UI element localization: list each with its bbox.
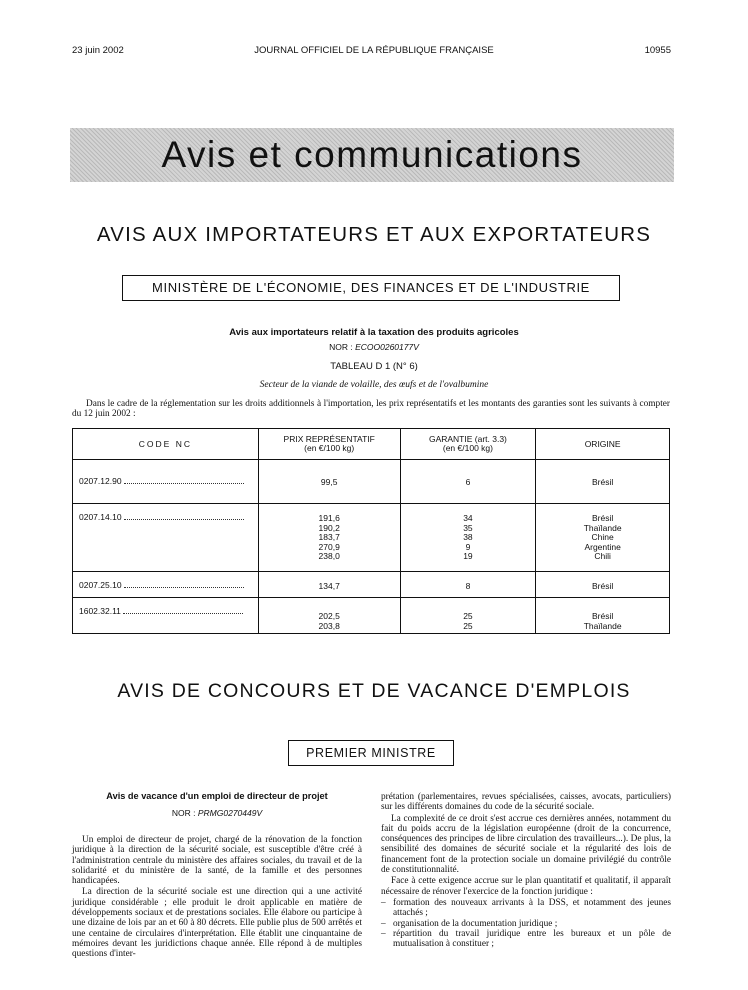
col-header-prix [258, 429, 400, 460]
prix-value: 134,7 [318, 581, 340, 591]
code-value: 1602.32.11 [79, 606, 121, 616]
leader-dots [124, 512, 244, 520]
right-column-text [381, 792, 671, 949]
notice-title: Avis aux importateurs relatif à la taxation des produits agricoles [229, 327, 519, 338]
task-list-item: – répartition du travail juridique entre les bureaux et un pôle de mutualisation à constituer ; [381, 928, 671, 950]
garantie-value: 9 [465, 541, 471, 552]
cell-prix [258, 504, 400, 572]
section-title-importateurs: AVIS AUX IMPORTATEURS ET AUX EXPORTATEURS [96, 223, 652, 246]
prix-value: 99,5 [320, 477, 338, 487]
table-row [73, 504, 670, 572]
left-paragraph-1: Un emploi de directeur de projet, chargé de la rénovation de la fonction juridique à la direction de la sécurité sociale, est susceptible d'être créé à l'administration centrale du ministère des affaires sociales, du travail et de la solidarité et du ministère de la santé, de la famille et des personnes handicapées. [72, 835, 362, 887]
prix-value: 202,5 [318, 611, 340, 621]
garantie-value: 25 [463, 611, 473, 621]
premier-ministre-label: PREMIER MINISTRE [306, 746, 436, 760]
tariff-table [72, 428, 670, 634]
prix-value: 183,7 [318, 532, 340, 543]
table-row [73, 598, 670, 634]
cell-origine [536, 598, 670, 634]
origine-value: Brésil [592, 611, 614, 621]
cell-origine [536, 504, 670, 572]
task-list [381, 898, 671, 949]
col-header-prix-line1: PRIX REPRÉSENTATIF [283, 434, 375, 444]
col-header-garantie [400, 429, 536, 460]
garantie-value: 19 [463, 551, 473, 562]
origine-value: Chili [594, 551, 611, 562]
leader-dots [124, 580, 244, 588]
intro-text: Dans le cadre de la réglementation sur les droits additionnels à l'importation, les prix représentatifs et les montants des garanties sont les suivants à compter du 12 juin 2002 : [72, 399, 670, 419]
cell-prix [258, 572, 400, 598]
table-row [73, 460, 670, 504]
garantie-value: 38 [463, 532, 473, 543]
cell-origine [536, 572, 670, 598]
cell-garantie [400, 460, 536, 504]
table-header-row [73, 429, 670, 460]
cell-prix [258, 460, 400, 504]
garantie-value: 25 [463, 620, 473, 631]
right-paragraph-1: La complexité de ce droit s'est accrue ces dernières années, notamment du fait du poids accru de la législation européenne (droit de la concurrence, conséquences des principes de libre circulation des travailleurs...). De plus, la sensibilité des domaines de sécurité sociale et la régularité des lois de financement font de la protection sociale un domaine privilégié du contrôle de constitutionnalité. [381, 813, 671, 876]
ministry-name: MINISTÈRE DE L'ÉCONOMIE, DES FINANCES ET DE L'INDUSTRIE [152, 280, 590, 295]
cell-garantie [400, 572, 536, 598]
garantie-value: 34 [463, 513, 473, 523]
intro-paragraph [72, 399, 670, 420]
cell-code [73, 460, 259, 504]
col-header-prix-line2: (en €/100 kg) [304, 443, 355, 453]
banner-title: Avis et communications [161, 134, 583, 175]
cell-garantie [400, 598, 536, 634]
header-date: 23 juin 2002 [72, 45, 124, 56]
sector-label: Secteur de la viande de volaille, des œufs et de l'ovalbumine [259, 380, 489, 390]
origine-value: Thaïlande [583, 522, 622, 533]
left-column-text [72, 835, 362, 961]
table-row [73, 572, 670, 598]
leader-dots [124, 476, 244, 484]
origine-value: Brésil [592, 513, 614, 523]
origine-value: Brésil [592, 477, 614, 487]
cell-code [73, 598, 259, 634]
garantie-value: 6 [465, 477, 471, 487]
section-title-concours: AVIS DE CONCOURS ET DE VACANCE D'EMPLOIS [117, 680, 631, 702]
garantie-value: 35 [463, 522, 473, 533]
origine-value: Brésil [592, 581, 614, 591]
vacancy-nor-reference [72, 808, 362, 818]
col-header-origine: ORIGINE [536, 429, 670, 460]
cell-origine [536, 460, 670, 504]
leader-dots [123, 606, 243, 614]
right-paragraph-2: Face à cette exigence accrue sur le plan quantitatif et qualitatif, il apparaît nécessaire de rénover l'exercice de la fonction juridique : [381, 876, 671, 897]
code-value: 0207.25.10 [79, 580, 122, 590]
code-value: 0207.14.10 [79, 512, 122, 522]
task-list-item: – formation des nouveaux arrivants à la DSS, et notamment des jeunes attachés ; [381, 897, 671, 919]
vacancy-nor-code: PRMG0270449V [197, 808, 263, 818]
code-value: 0207.12.90 [79, 476, 122, 486]
tableau-label: TABLEAU D 1 (N° 6) [330, 361, 418, 372]
header-journal-title: JOURNAL OFFICIEL DE LA RÉPUBLIQUE FRANÇAISE [254, 45, 494, 56]
right-continuation: prétation (parlementaires, revues spécialisées, caisses, avocats, particuliers) sur les différents domaines du code de la sécurité sociale. [381, 792, 671, 813]
vacancy-nor-label: NOR : [171, 808, 196, 818]
left-paragraph-2: La direction de la sécurité sociale est une direction qui a une activité juridique considérable ; elle produit le droit applicable en matière de développements sociaux et de prestations sociales. Elle élabore ou participe à une dizaine de lois par an et 60 à 80 décrets. Elle publie plus de 500 arrêtés et une centaine de circulaires d'interprétation. Elle établit une cinquantaine de mémoires devant les juridictions chaque année. Elle répond à de multiples questions d'inter- [72, 887, 362, 960]
cell-code [73, 572, 259, 598]
col-header-garantie-line2: (en €/100 kg) [442, 443, 493, 453]
col-header-garantie-line1: GARANTIE (art. 3.3) [428, 434, 507, 444]
col-header-code: CODE NC [73, 429, 259, 460]
ministry-box [122, 275, 620, 301]
vacancy-notice-title: Avis de vacance d'un emploi de directeur de projet [106, 791, 328, 801]
garantie-value: 8 [465, 581, 471, 591]
nor-code: ECOO0260177V [355, 342, 419, 352]
prix-value: 191,6 [318, 513, 340, 523]
origine-value: Chine [591, 532, 614, 543]
prix-value: 203,8 [318, 620, 340, 631]
prix-value: 190,2 [318, 522, 340, 533]
nor-reference [0, 342, 748, 352]
origine-value: Argentine [584, 541, 621, 552]
cell-prix [258, 598, 400, 634]
nor-label: NOR : [329, 342, 353, 352]
origine-value: Thaïlande [583, 620, 622, 631]
task-list-item: – organisation de la documentation juridique ; [381, 918, 558, 929]
section-banner [70, 128, 674, 182]
cell-garantie [400, 504, 536, 572]
prix-value: 238,0 [318, 551, 340, 562]
cell-code [73, 504, 259, 572]
prix-value: 270,9 [318, 541, 340, 552]
header-page-number: 10955 [644, 45, 671, 56]
premier-ministre-box [288, 740, 454, 766]
